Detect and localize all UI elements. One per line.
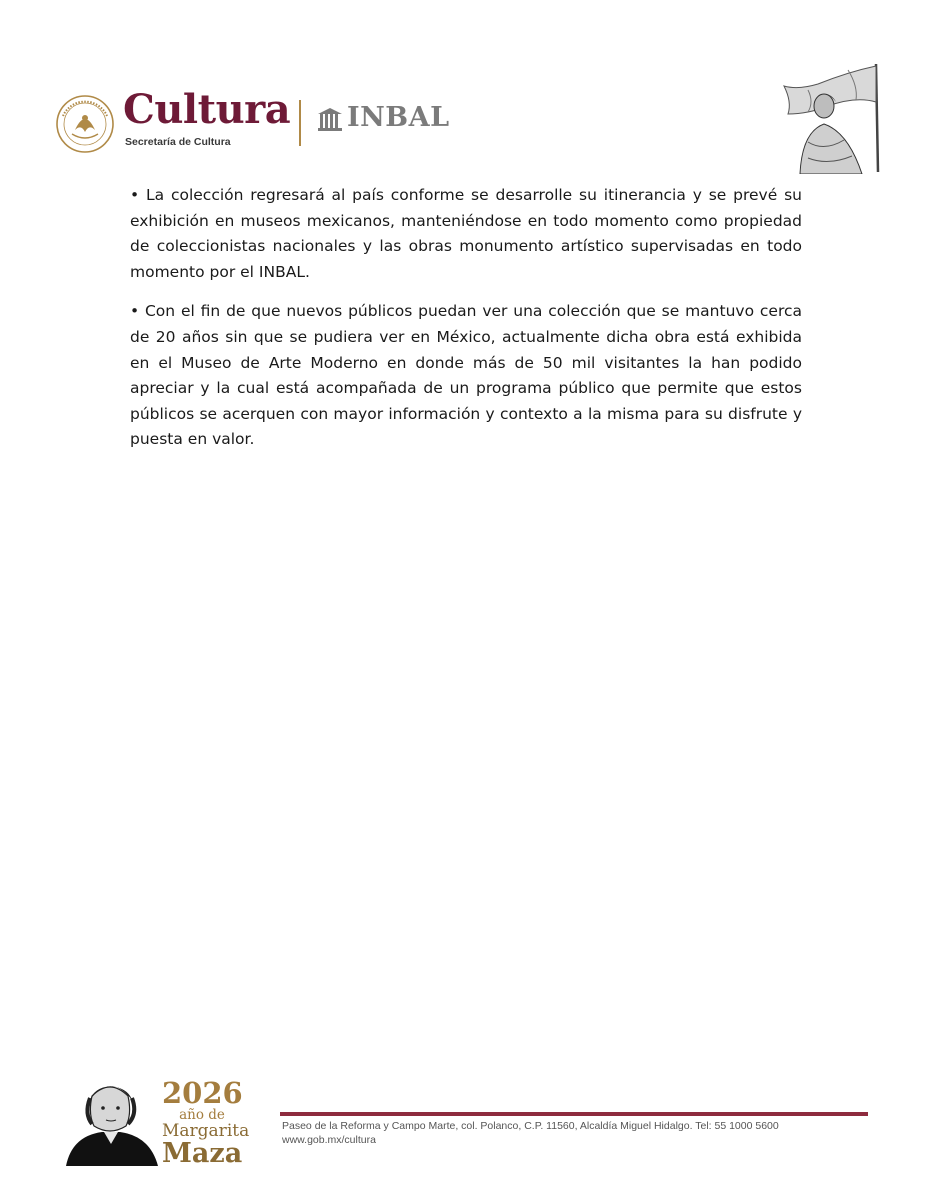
inbal-building-icon — [317, 108, 343, 132]
coat-of-arms-seal-icon — [55, 94, 115, 154]
footer-divider — [280, 1112, 868, 1116]
year-number: 2026 — [162, 1076, 243, 1110]
bullet-paragraph-2: • Con el fin de que nuevos públicos puedan ver una colección que se mantuvo cerca de 20 años sin que se pudiera ver en México, actualmente dicha obra está exhibida en el Museo de Arte Moderno en donde más de 50 mil visitantes la han podido apreciar y la cual está acompañada de un programa público que permite que estos públicos se acerquen con mayor información y contexto a la misma para su disfrute y puesta en valor. — [130, 302, 802, 449]
honoree-first-name: Margarita — [162, 1121, 250, 1141]
body-content — [130, 183, 802, 467]
honoree-last-name: Maza — [162, 1138, 243, 1169]
inbal-wordmark: INBAL — [347, 102, 450, 133]
header-logos — [55, 86, 485, 154]
bullet-paragraph-1: • La colección regresará al país conforme se desarrolle su itinerancia y se prevé su exhibición en museos mexicanos, manteniéndose en todo momento como propiedad de coleccionistas nacionales y las obras monumento artístico supervisadas en todo momento por el INBAL. — [130, 186, 802, 281]
margarita-maza-portrait-icon — [62, 1074, 160, 1166]
footer-website-link[interactable]: www.gob.mx/cultura — [282, 1134, 376, 1146]
secretaria-subtitle: Secretaría de Cultura — [125, 136, 231, 148]
year-caption: año de — [179, 1107, 225, 1123]
woman-with-flag-illustration-icon — [778, 62, 886, 174]
logo-divider — [299, 100, 301, 146]
footer-address: Paseo de la Reforma y Campo Marte, col. Polanco, C.P. 11560, Alcaldía Miguel Hidalgo. Tel: 55 1000 5600 — [282, 1120, 779, 1132]
year-of-margarita-maza — [162, 1076, 250, 1169]
cultura-wordmark: Cultura — [123, 86, 291, 133]
